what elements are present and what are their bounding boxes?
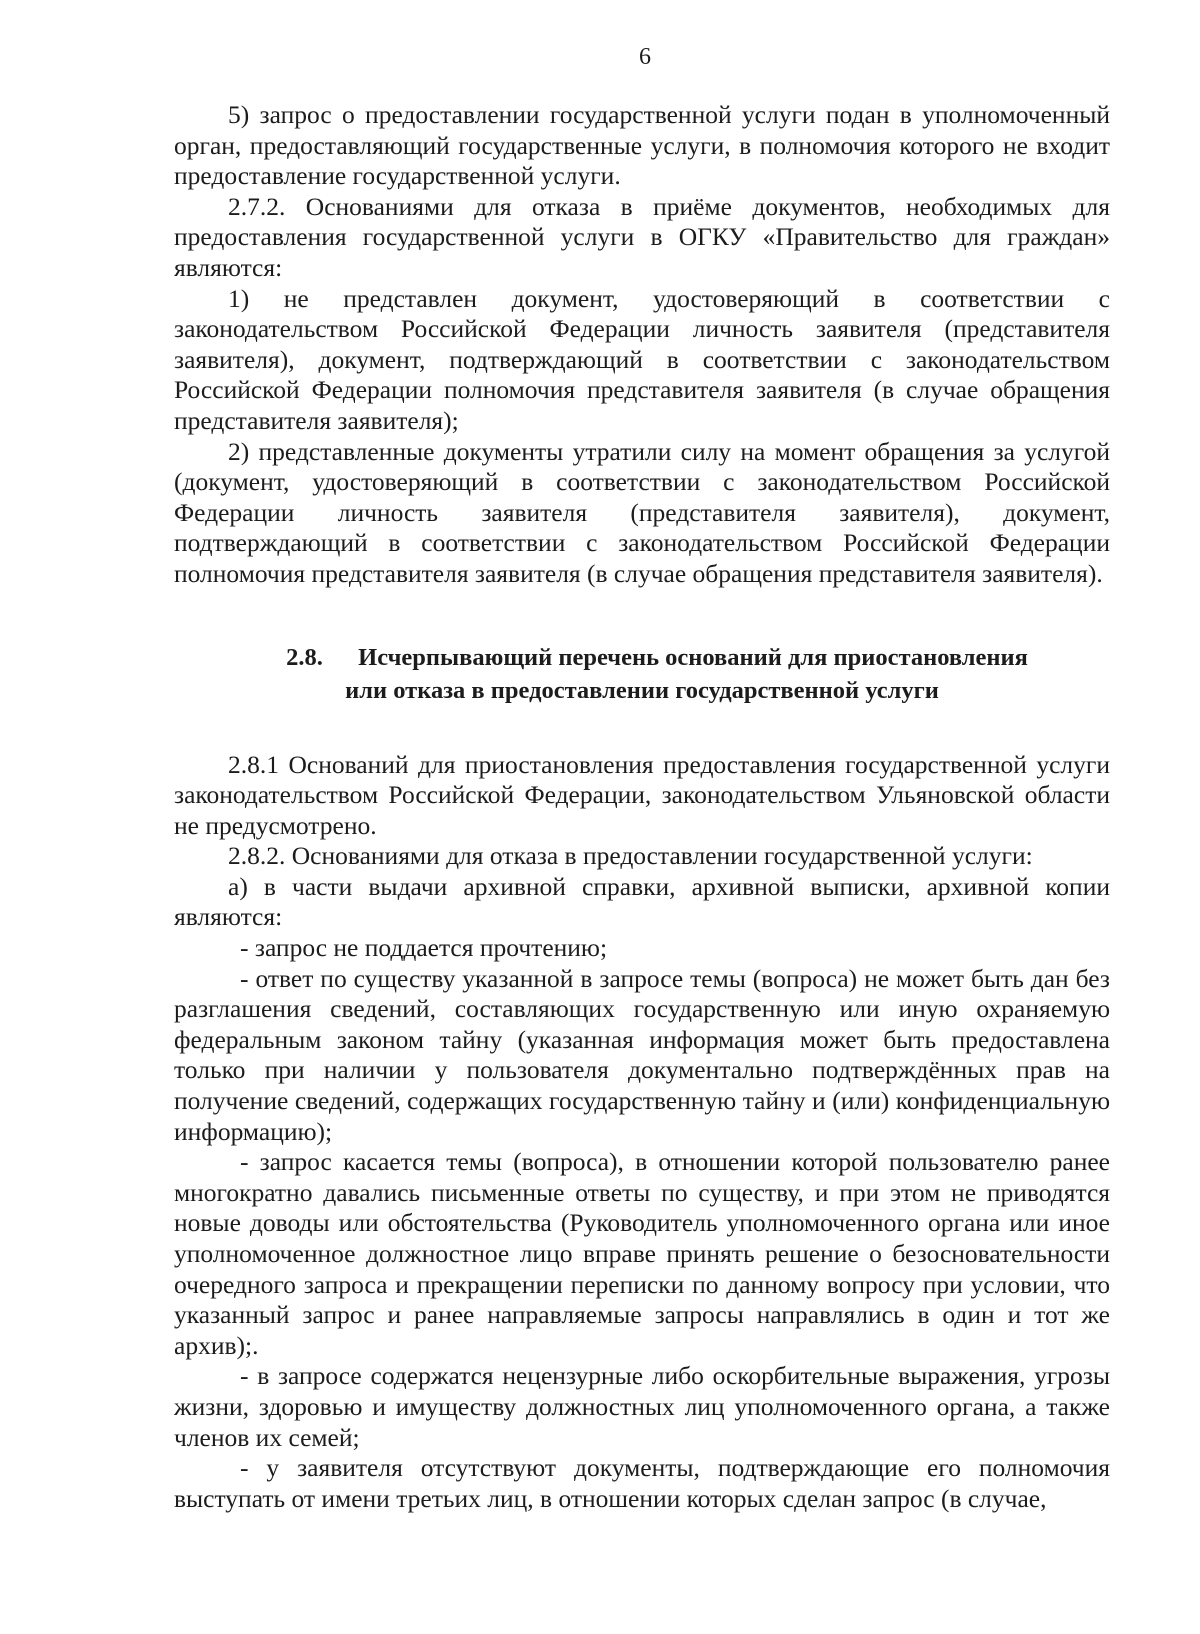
section-heading-line-1: [256, 641, 1028, 674]
paragraph-item-a: а) в части выдачи архивной справки, архивной выписки, архивной копии являются:: [174, 871, 1110, 932]
paragraph-item-5: 5) запрос о предоставлении государственной услуги подан в уполномоченный орган, предоставляющий государственные услуги, в полномочия которого не входит предоставление государственной услуги.: [174, 100, 1110, 191]
section-heading: [174, 612, 1110, 736]
paragraph-item-2: 2) представленные документы утратили силу на момент обращения за услугой (документ, удостоверяющий в соответствии с законодательством Российской Федерации личность заявителя (представителя заявителя), документ, подтверждающий в соответствии с законодательством Российской Федерации полномочия представителя заявителя (в случае обращения представителя заявителя).: [174, 436, 1110, 588]
list-item-dash: - в запросе содержатся нецензурные либо оскорбительные выражения, угрозы жизни, здоровью и имуществу должностных лиц уполномоченного органа, а также членов их семей;: [174, 1361, 1110, 1452]
document-body: [174, 100, 1110, 1514]
paragraph-2-8-2: 2.8.2. Основаниями для отказа в предоставлении государственной услуги:: [228, 841, 1033, 871]
list-item-dash: - ответ по существу указанной в запросе темы (вопроса) не может быть дан без разглашения сведений, составляющих государственную или иную охраняемую федеральным законом тайну (указанная информация может быть предоставлена только при наличии у пользователя документально подтверждённых прав на получение сведений, содержащих государственную тайну и (или) конфиденциальную информацию);: [174, 963, 1110, 1146]
section-number: 2.8.: [286, 643, 323, 671]
page-number: 6: [639, 44, 651, 70]
paragraph-item-1: 1) не представлен документ, удостоверяющий в соответствии с законодательством Российской Федерации личность заявителя (представителя заявителя), документ, подтверждающий в соответствии с законодательством Российской Федерации полномочия представителя заявителя (в случае обращения представителя заявителя);: [174, 283, 1110, 435]
section-title-line-1: Исчерпывающий перечень оснований для приостановления: [358, 643, 1028, 671]
section-title-line-2: или отказа в предоставлении государственной услуги: [345, 676, 939, 704]
paragraph-2-7-2: 2.7.2. Основаниями для отказа в приёме документов, необходимых для предоставления государственной услуги в ОГКУ «Правительство для граждан» являются:: [174, 191, 1110, 282]
list-item-dash: - у заявителя отсутствуют документы, подтверждающие его полномочия выступать от имени третьих лиц, в отношении которых сделан запрос (в случае,: [174, 1453, 1110, 1513]
list-item-dash: - запрос не поддается прочтению;: [240, 933, 608, 963]
list-item-dash: - запрос касается темы (вопроса), в отношении которой пользователю ранее многократно давались письменные ответы по существу, и при этом не приводятся новые доводы или обстоятельства (Руководитель уполномоченного органа или иное уполномоченное должностное лицо вправе принять решение о безосновательности очередного запроса и прекращении переписки по данному вопросу при условии, что указанный запрос и ранее направляемые запросы направлялись в один и тот же архив);.: [174, 1147, 1110, 1360]
paragraph-2-8-1: 2.8.1 Оснований для приостановления предоставления государственной услуги законодательством Российской Федерации, законодательством Ульяновской области не предусмотрено.: [174, 749, 1110, 840]
